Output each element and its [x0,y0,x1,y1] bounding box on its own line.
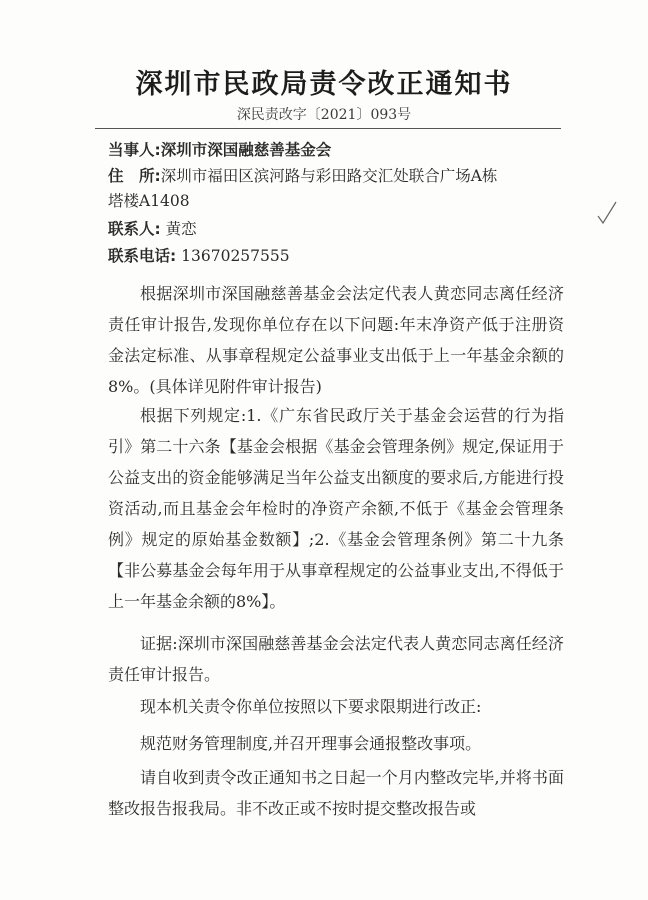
contact-label: 联系人: [108,220,161,238]
contact-value: 黄恋 [165,220,197,238]
body-paragraph-order: 现本机关责令你单位按照以下要求限期进行改正: [140,697,482,716]
phone-value: 13670257555 [181,247,290,265]
party-value: 深圳市深国融慈善基金会 [160,141,332,159]
body-paragraph-regulations: 根据下列规定:1.《广东省民政厅关于基金会运营的行为指引》第二十六条【基金会根据《基金会管理条例》规定,保证用于公益支出的资金能够满足当年公益支出额度的要求后,方能进行投资活动,而且基金会年检时的净资产余额,不低于《基金会管理条例》规定的原始基金数额】;2.《基金会管理条例》第二十九条【非公募基金会每年用于从事章程规定的公益事业支出,不得低于上一年基金余额的8%】。 [108,406,564,611]
contact-row [108,219,578,239]
body-paragraph-evidence: 证据:深圳市深国融慈善基金会法定代表人黄恋同志离任经济责任审计报告。 [108,634,564,684]
phone-label: 联系电话: [108,247,177,265]
address-value-line2: 塔楼A1408 [108,192,190,210]
address-row-continued [108,191,578,211]
party-row [108,140,578,160]
address-label: 住 所: [108,167,161,185]
body-paragraph-findings: 根据深圳市深国融慈善基金会法定代表人黄恋同志离任经济责任审计报告,发现你单位存在以下问题:年末净资产低于注册资金法定标准、从事章程规定公益事业支出低于上一年基金余额的8%。(具体详见附件审计报告) [108,284,564,396]
party-label: 当事人: [108,141,161,159]
document-number: 深民责改字〔2021〕093号 [236,107,412,123]
address-value-line1: 深圳市福田区滨河路与彩田路交汇处联合广场A栋 [160,167,498,185]
check-mark-icon [596,200,618,226]
header-divider [95,128,561,129]
document-title: 深圳市民政局责令改正通知书 [135,69,513,100]
body-paragraph-deadline: 请自收到责令改正通知书之日起一个月内整改完毕,并将书面整改报告报我局。非不改正或不按时提交整改报告或 [108,768,564,818]
phone-row [108,246,578,266]
body-paragraph-requirement: 规范财务管理制度,并召开理事会通报整改事项。 [140,734,482,753]
address-row [108,166,578,186]
